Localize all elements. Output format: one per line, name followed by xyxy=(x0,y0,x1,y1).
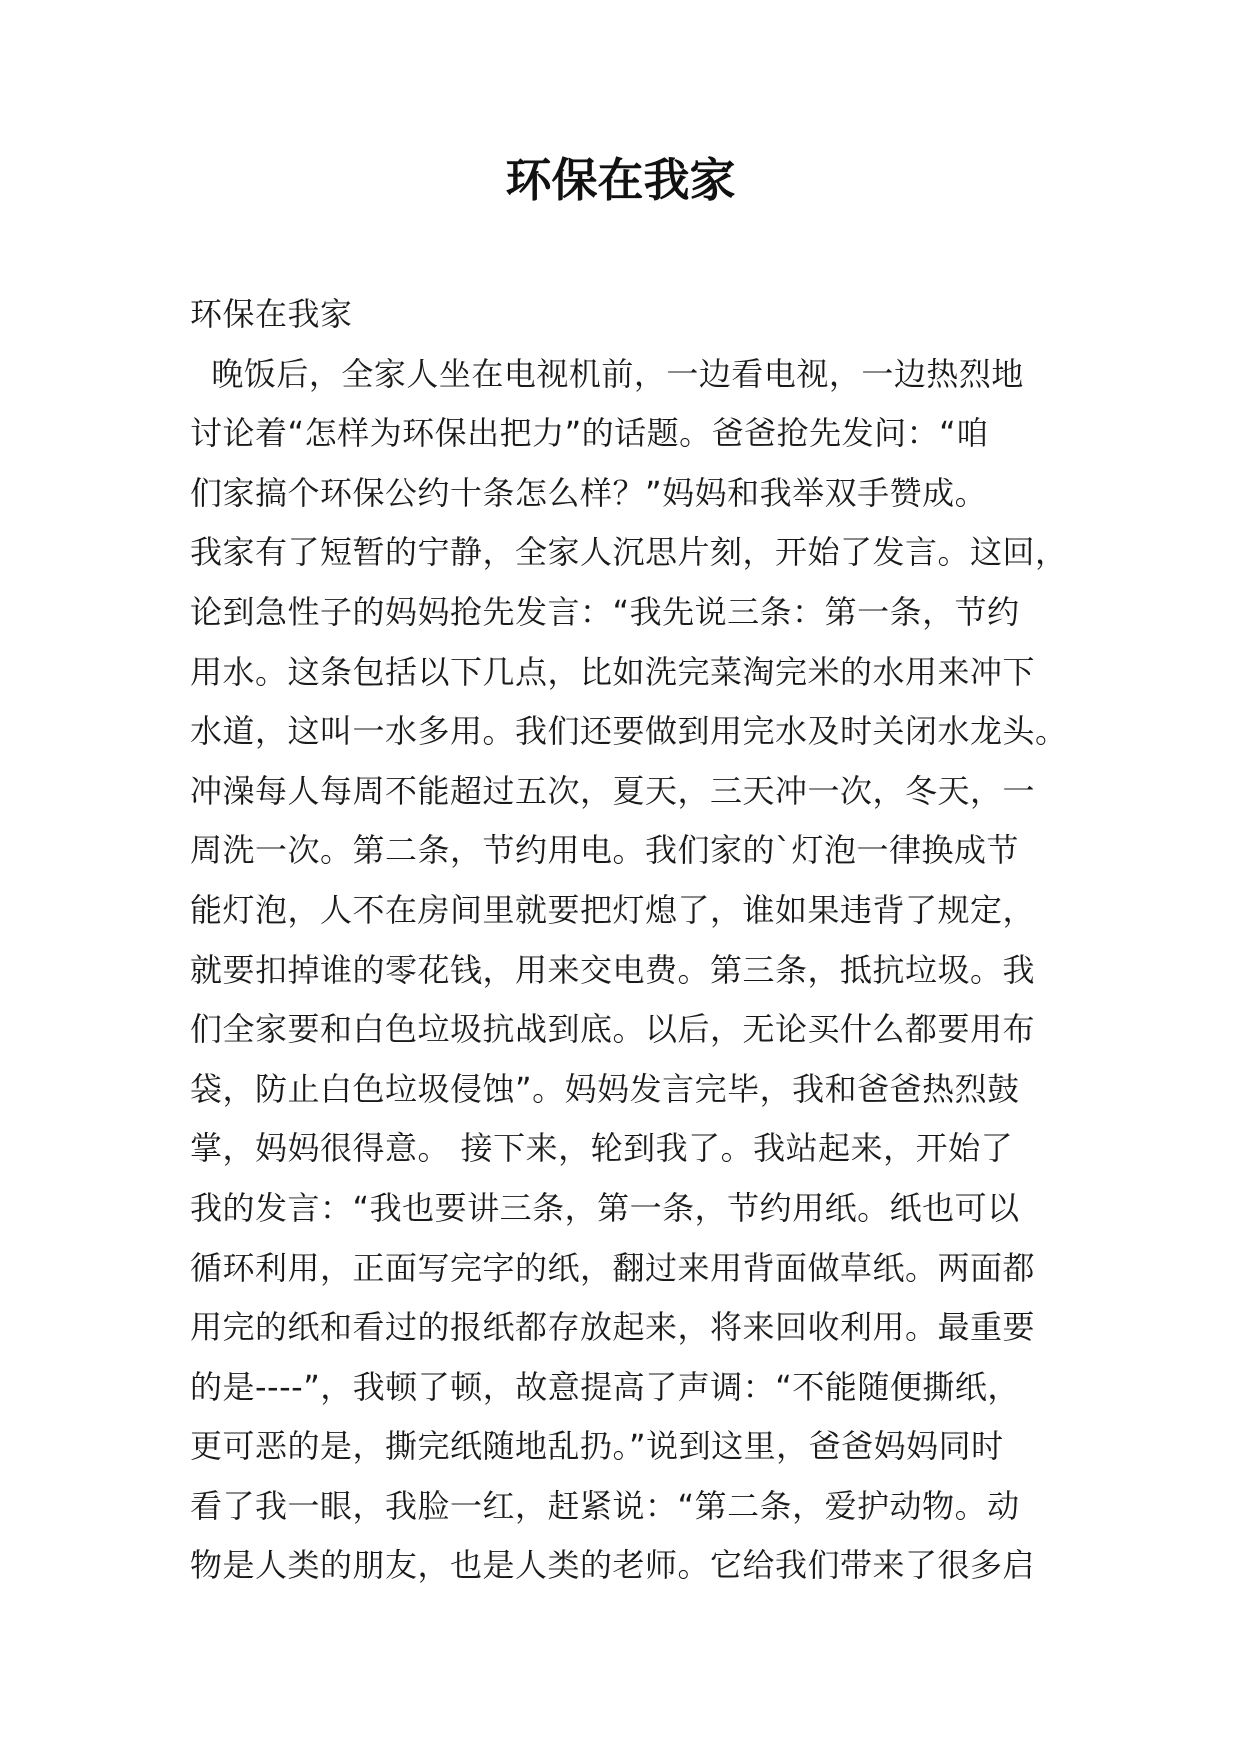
body-line: 的是----”，我顿了顿，故意提高了声调：“不能随便撕纸， xyxy=(190,1367,1020,1406)
document-title: 环保在我家 xyxy=(505,153,736,207)
body-line: 晚饭后，全家人坐在电视机前，一边看电视，一边热烈地 xyxy=(190,354,1024,393)
document-body xyxy=(190,285,1070,1596)
body-line: 讨论着“怎样为环保出把力”的话题。爸爸抢先发问：“咱 xyxy=(190,414,989,453)
body-line: 们家搞个环保公约十条怎么样？”妈妈和我举双手赞成。 xyxy=(190,473,988,512)
body-line: 我的发言：“我也要讲三条，第一条，节约用纸。纸也可以 xyxy=(190,1188,1020,1227)
body-line: 我家有了短暂的宁静，全家人沉思片刻，开始了发言。这回， xyxy=(190,533,1068,572)
body-line: 用完的纸和看过的报纸都存放起来，将来回收利用。最重要 xyxy=(190,1308,1036,1347)
body-line: 看了我一眼，我脸一红，赶紧说：“第二条，爱护动物。动 xyxy=(190,1486,1020,1525)
body-line: 物是人类的朋友，也是人类的老师。它给我们带来了很多启 xyxy=(190,1546,1036,1585)
body-line: 水道，这叫一水多用。我们还要做到用完水及时关闭水龙头。 xyxy=(190,712,1068,751)
body-line: 环保在我家 xyxy=(190,295,353,333)
body-line: 能灯泡，人不在房间里就要把灯熄了，谁如果违背了规定， xyxy=(190,890,1036,929)
body-line: 更可恶的是，撕完纸随地乱扔。”说到这里，爸爸妈妈同时 xyxy=(190,1427,1004,1466)
body-line: 们全家要和白色垃圾抗战到底。以后，无论买什么都要用布 xyxy=(190,1010,1036,1049)
body-line: 论到急性子的妈妈抢先发言：“我先说三条：第一条，节约 xyxy=(190,592,1020,631)
body-line: 周洗一次。第二条，节约用电。我们家的`灯泡一律换成节 xyxy=(190,831,1020,870)
body-line: 掌，妈妈很得意。 接下来，轮到我了。我站起来，开始了 xyxy=(190,1129,1014,1168)
body-line: 用水。这条包括以下几点，比如洗完菜淘完米的水用来冲下 xyxy=(190,652,1036,691)
body-line: 袋，防止白色垃圾侵蚀”。妈妈发言完毕，我和爸爸热烈鼓 xyxy=(190,1069,1020,1108)
body-line: 冲澡每人每周不能超过五次，夏天，三天冲一次，冬天，一 xyxy=(190,771,1036,810)
body-line: 就要扣掉谁的零花钱，用来交电费。第三条，抵抗垃圾。我 xyxy=(190,950,1036,989)
body-line: 循环利用，正面写完字的纸，翻过来用背面做草纸。两面都 xyxy=(190,1248,1036,1287)
